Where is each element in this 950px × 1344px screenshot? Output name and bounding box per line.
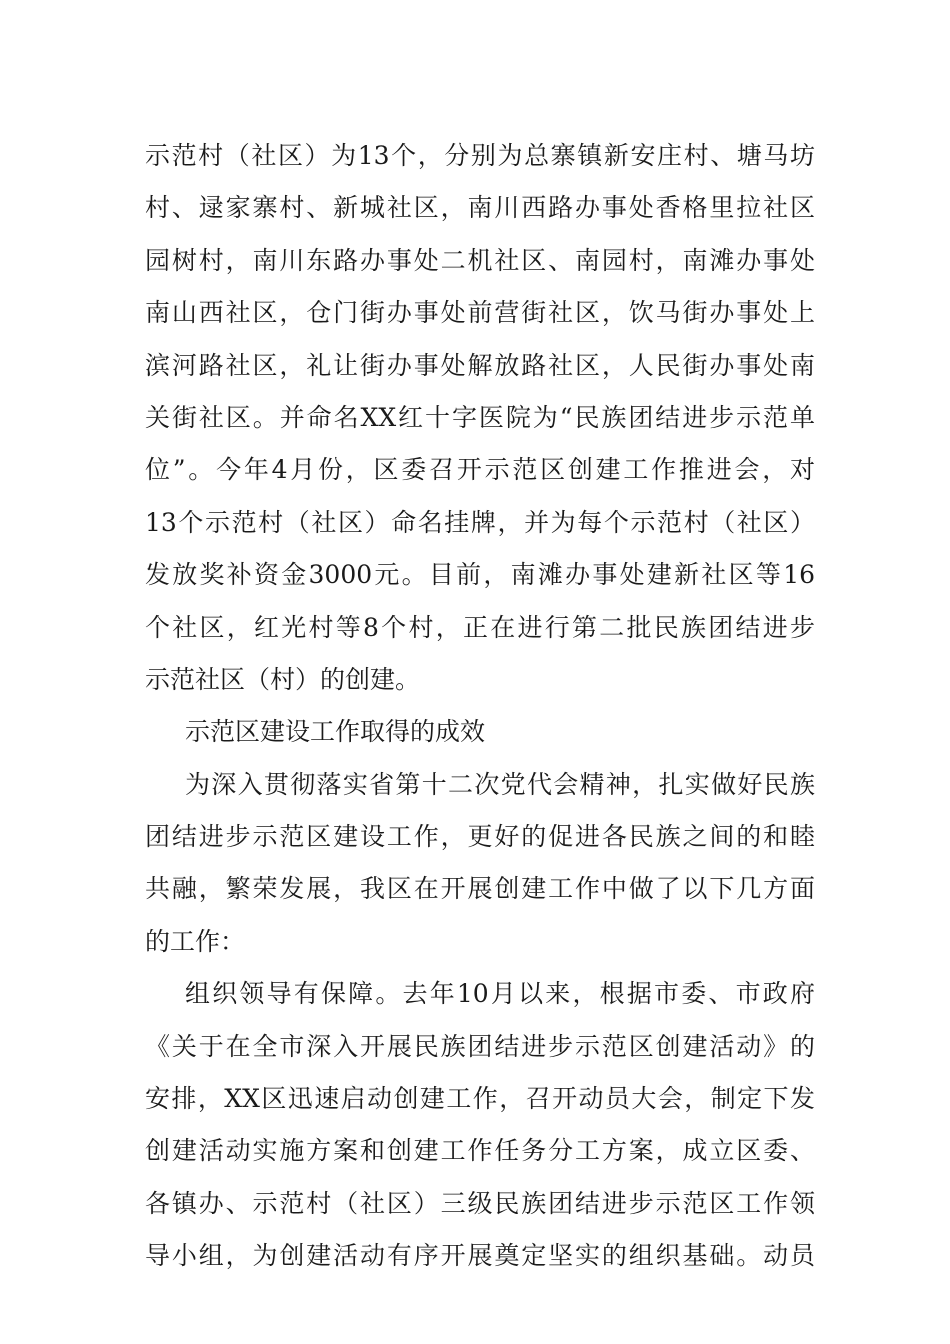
text-line: 发放奖补资金3000元。目前，南滩办事处建新社区等16 (145, 560, 815, 590)
text-line: 个社区，红光村等8个村，正在进行第二批民族团结进步 (145, 612, 815, 642)
text-line: 园树村，南川东路办事处二机社区、南园村，南滩办事处 (145, 245, 815, 275)
text-line: 组织领导有保障。去年10月以来，根据市委、市政府 (185, 979, 815, 1009)
text-line: 关街社区。并命名XX红十字医院为“民族团结进步示范单 (145, 402, 815, 432)
text-line: 13个示范村（社区）命名挂牌，并为每个示范村（社区） (145, 507, 815, 537)
text-line: 南山西社区，仓门街办事处前营街社区，饮马街办事处上 (145, 298, 815, 328)
text-line: 共融，繁荣发展，我区在开展创建工作中做了以下几方面 (145, 874, 815, 904)
text-line: 创建活动实施方案和创建工作任务分工方案，成立区委、 (145, 1136, 815, 1166)
text-line: 为深入贯彻落实省第十二次党代会精神，扎实做好民族 (185, 769, 815, 799)
text-line: 村、逯家寨村、新城社区，南川西路办事处香格里拉社区 (145, 193, 815, 223)
text-line: 导小组，为创建活动有序开展奠定坚实的组织基础。动员 (145, 1241, 815, 1271)
body-text (145, 130, 815, 1283)
text-line: 《关于在全市深入开展民族团结进步示范区创建活动》的 (145, 1031, 815, 1061)
text-line: 示范村（社区）为13个，分别为总寨镇新安庄村、塘马坊 (145, 141, 815, 170)
text-line: 团结进步示范区建设工作，更好的促进各民族之间的和睦 (145, 822, 815, 852)
section-heading: 示范区建设工作取得的成效 (185, 717, 486, 747)
text-line: 的工作： (145, 926, 246, 956)
text-line: 示范社区（村）的创建。 (145, 664, 421, 694)
text-line: 安排，XX区迅速启动创建工作，召开动员大会，制定下发 (145, 1084, 815, 1114)
text-line: 滨河路社区，礼让街办事处解放路社区，人民街办事处南 (145, 350, 815, 380)
text-line: 各镇办、示范村（社区）三级民族团结进步示范区工作领 (145, 1188, 815, 1218)
text-line: 位”。今年4月份，区委召开示范区创建工作推进会，对 (145, 455, 815, 485)
